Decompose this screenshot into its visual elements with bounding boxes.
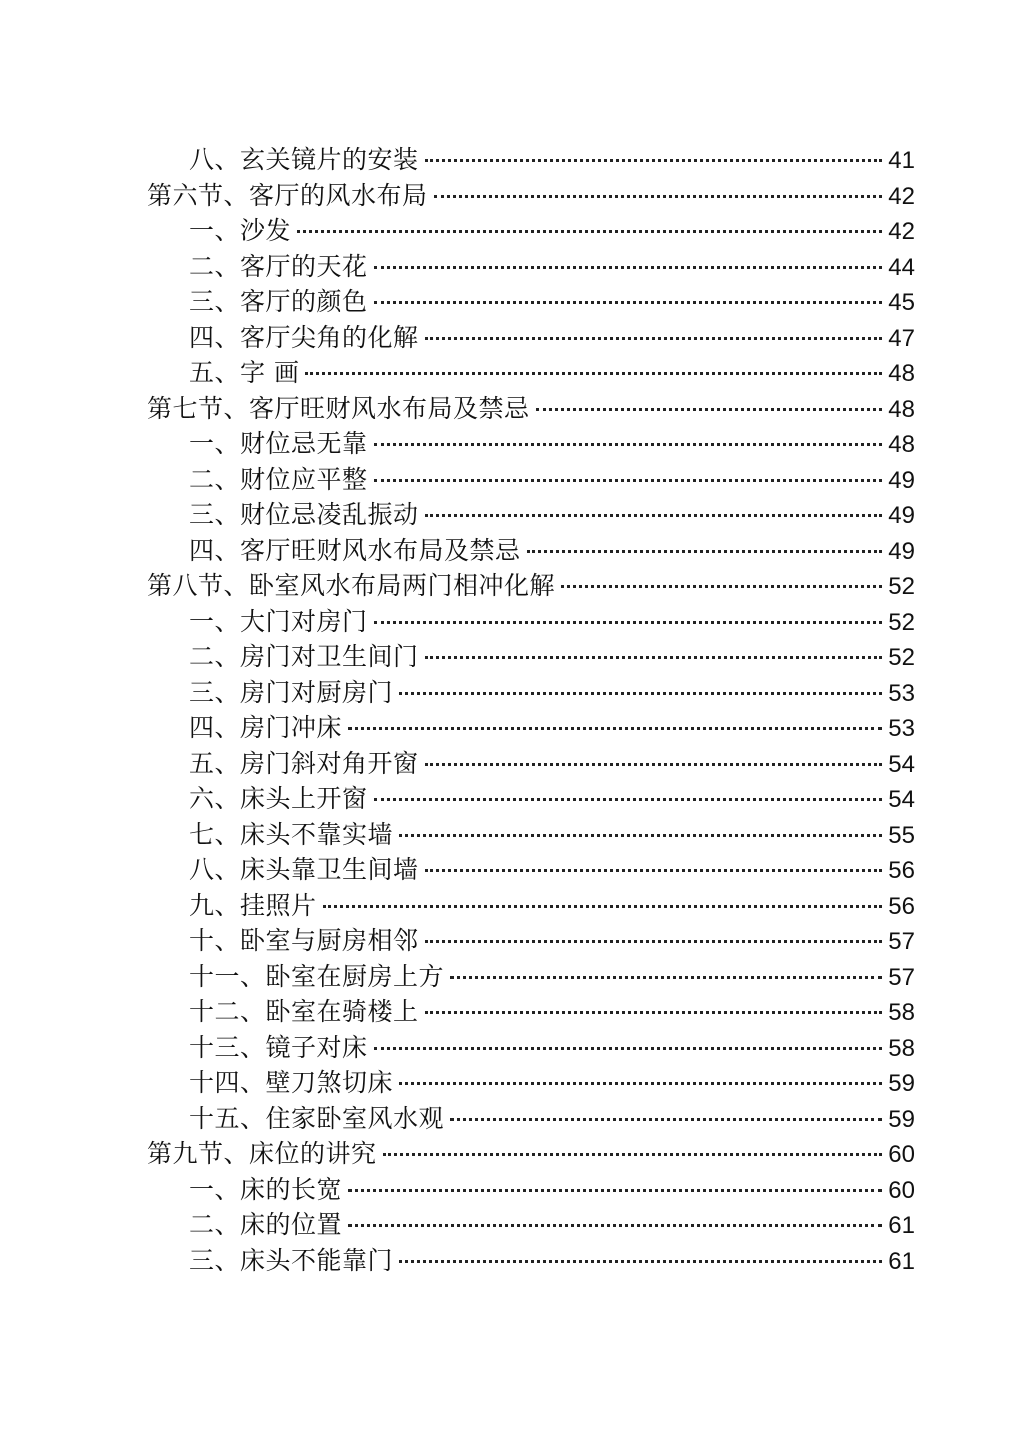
toc-dot-leader bbox=[425, 158, 883, 162]
toc-entry-label: 一、大门对房门 bbox=[189, 606, 368, 636]
toc-page-number: 45 bbox=[888, 289, 915, 316]
toc-dot-leader bbox=[297, 229, 882, 233]
toc-dot-leader bbox=[527, 549, 883, 553]
toc-entry-label: 第六节、客厅的风水布局 bbox=[147, 180, 428, 210]
toc-subsection-entry[interactable] bbox=[147, 497, 915, 533]
toc-entry-label: 十四、壁刀煞切床 bbox=[189, 1068, 394, 1097]
toc-dot-leader bbox=[374, 300, 883, 304]
toc-page-number: 48 bbox=[888, 431, 915, 458]
toc-entry-label: 八、床头靠卫生间墙 bbox=[189, 855, 419, 884]
toc-entry-label: 十、卧室与厨房相邻 bbox=[189, 926, 419, 955]
toc-page-number: 60 bbox=[888, 1141, 915, 1168]
toc-dot-leader bbox=[425, 336, 883, 340]
toc-entry-label: 七、床头不靠实墙 bbox=[189, 819, 394, 849]
toc-entry-label: 九、挂照片 bbox=[189, 890, 317, 920]
toc-dot-leader bbox=[425, 1010, 883, 1014]
toc-page-number: 48 bbox=[888, 360, 915, 387]
toc-dot-leader bbox=[374, 620, 883, 624]
toc-subsection-entry[interactable] bbox=[147, 1030, 915, 1066]
toc-subsection-entry[interactable] bbox=[147, 284, 915, 320]
toc-page-number: 47 bbox=[888, 324, 915, 352]
toc-subsection-entry[interactable] bbox=[147, 1207, 915, 1243]
toc-dot-leader bbox=[561, 584, 882, 588]
toc-subsection-entry[interactable] bbox=[147, 1101, 915, 1137]
toc-dot-leader bbox=[425, 868, 883, 872]
toc-dot-leader bbox=[536, 407, 883, 411]
toc-dot-leader bbox=[399, 691, 882, 695]
toc-entry-label: 四、房门冲床 bbox=[189, 713, 343, 742]
toc-page-number: 56 bbox=[888, 857, 915, 884]
toc-page-number: 49 bbox=[888, 537, 915, 565]
toc-entry-label: 五、字 画 bbox=[189, 358, 300, 387]
toc-dot-leader bbox=[434, 194, 883, 198]
toc-subsection-entry[interactable] bbox=[147, 959, 915, 995]
toc-entry-label: 一、床的长宽 bbox=[189, 1174, 343, 1204]
toc-page-number: 58 bbox=[888, 1034, 915, 1062]
toc-entry-label: 第九节、床位的讲究 bbox=[147, 1139, 377, 1168]
toc-dot-leader bbox=[399, 1259, 882, 1263]
toc-entry-label: 二、房门对卫生间门 bbox=[189, 642, 419, 671]
toc-subsection-entry[interactable] bbox=[147, 533, 915, 569]
toc-dot-leader bbox=[374, 1046, 883, 1050]
toc-dot-leader bbox=[450, 975, 882, 979]
toc-subsection-entry[interactable] bbox=[147, 817, 915, 853]
toc-entry-label: 三、房门对厨房门 bbox=[189, 677, 394, 707]
toc-entry-label: 十一、卧室在厨房上方 bbox=[189, 961, 445, 991]
toc-page-number: 52 bbox=[888, 573, 915, 600]
toc-dot-leader bbox=[425, 762, 883, 766]
toc-subsection-entry[interactable] bbox=[147, 426, 915, 462]
toc-dot-leader bbox=[374, 265, 883, 269]
toc-dot-leader bbox=[450, 1117, 882, 1121]
toc-entry-label: 三、床头不能靠门 bbox=[189, 1245, 394, 1275]
toc-page-number: 59 bbox=[888, 1070, 915, 1097]
toc-section-entry[interactable] bbox=[147, 178, 915, 214]
toc-entry-label: 一、财位忌无靠 bbox=[189, 429, 368, 458]
toc-page-number: 56 bbox=[888, 892, 915, 920]
toc-dot-leader bbox=[425, 939, 883, 943]
toc-entry-label: 四、客厅旺财风水布局及禁忌 bbox=[189, 535, 521, 565]
toc-subsection-entry[interactable] bbox=[147, 604, 915, 640]
toc-dot-leader bbox=[305, 371, 882, 375]
toc-dot-leader bbox=[323, 904, 883, 908]
toc-page-number: 42 bbox=[888, 218, 915, 245]
toc-section-entry[interactable] bbox=[147, 391, 915, 427]
toc-page-number: 55 bbox=[888, 821, 915, 849]
toc-subsection-entry[interactable] bbox=[147, 1172, 915, 1208]
toc-subsection-entry[interactable] bbox=[147, 249, 915, 285]
toc-dot-leader bbox=[348, 1223, 882, 1227]
toc-entry-label: 第七节、客厅旺财风水布局及禁忌 bbox=[147, 393, 530, 423]
toc-entry-label: 一、沙发 bbox=[189, 216, 292, 245]
toc-subsection-entry[interactable] bbox=[147, 888, 915, 924]
toc-entry-label: 三、客厅的颜色 bbox=[189, 287, 368, 316]
toc-page-number: 58 bbox=[888, 999, 915, 1026]
toc-subsection-entry[interactable] bbox=[147, 994, 915, 1030]
toc-section-entry[interactable] bbox=[147, 1136, 915, 1172]
toc-page-number: 54 bbox=[888, 786, 915, 813]
toc-page-number: 49 bbox=[888, 502, 915, 529]
toc-page-number: 53 bbox=[888, 679, 915, 707]
toc-page-number: 52 bbox=[888, 608, 915, 636]
toc-dot-leader bbox=[348, 726, 882, 730]
toc-page-number: 61 bbox=[888, 1247, 915, 1275]
toc-page-number: 54 bbox=[888, 750, 915, 778]
toc-subsection-entry[interactable] bbox=[147, 320, 915, 356]
toc-subsection-entry[interactable] bbox=[147, 213, 915, 249]
toc-entry-label: 二、客厅的天花 bbox=[189, 251, 368, 281]
toc-subsection-entry[interactable] bbox=[147, 355, 915, 391]
toc-page-number: 61 bbox=[888, 1212, 915, 1239]
toc-subsection-entry[interactable] bbox=[147, 1243, 915, 1279]
toc-subsection-entry[interactable] bbox=[147, 781, 915, 817]
toc-dot-leader bbox=[399, 833, 882, 837]
toc-page-number: 57 bbox=[888, 963, 915, 991]
toc-dot-leader bbox=[399, 1081, 882, 1085]
toc-page-number: 41 bbox=[888, 147, 915, 174]
toc-entry-label: 十五、住家卧室风水观 bbox=[189, 1103, 445, 1133]
toc-subsection-entry[interactable] bbox=[147, 462, 915, 498]
toc-subsection-entry[interactable] bbox=[147, 1065, 915, 1101]
toc-entry-label: 第八节、卧室风水布局两门相冲化解 bbox=[147, 571, 556, 600]
toc-subsection-entry[interactable] bbox=[147, 746, 915, 782]
toc-subsection-entry[interactable] bbox=[147, 142, 915, 178]
toc-page-number: 52 bbox=[888, 644, 915, 671]
toc-page-number: 59 bbox=[888, 1105, 915, 1133]
toc-dot-leader bbox=[374, 797, 883, 801]
toc-dot-leader bbox=[374, 442, 883, 446]
toc-dot-leader bbox=[383, 1152, 883, 1156]
toc-dot-leader bbox=[425, 513, 883, 517]
toc-dot-leader bbox=[348, 1188, 882, 1192]
toc-entry-label: 六、床头上开窗 bbox=[189, 784, 368, 813]
table-of-contents bbox=[147, 142, 915, 1278]
toc-entry-label: 二、床的位置 bbox=[189, 1210, 343, 1239]
toc-subsection-entry[interactable] bbox=[147, 923, 915, 959]
toc-subsection-entry[interactable] bbox=[147, 639, 915, 675]
toc-entry-label: 四、客厅尖角的化解 bbox=[189, 322, 419, 352]
toc-section-entry[interactable] bbox=[147, 568, 915, 604]
toc-page-number: 44 bbox=[888, 253, 915, 281]
toc-page-number: 48 bbox=[888, 395, 915, 423]
toc-entry-label: 五、房门斜对角开窗 bbox=[189, 748, 419, 778]
toc-entry-label: 十二、卧室在骑楼上 bbox=[189, 997, 419, 1026]
toc-page-number: 42 bbox=[888, 182, 915, 210]
toc-entry-label: 十三、镜子对床 bbox=[189, 1032, 368, 1062]
toc-entry-label: 八、玄关镜片的安装 bbox=[189, 145, 419, 174]
toc-subsection-entry[interactable] bbox=[147, 710, 915, 746]
toc-dot-leader bbox=[374, 478, 883, 482]
toc-entry-label: 三、财位忌凌乱振动 bbox=[189, 500, 419, 529]
toc-dot-leader bbox=[425, 655, 883, 659]
toc-page-number: 49 bbox=[888, 466, 915, 494]
toc-page-number: 60 bbox=[888, 1176, 915, 1204]
toc-page-number: 57 bbox=[888, 928, 915, 955]
toc-subsection-entry[interactable] bbox=[147, 675, 915, 711]
toc-page-number: 53 bbox=[888, 715, 915, 742]
toc-entry-label: 二、财位应平整 bbox=[189, 464, 368, 494]
toc-subsection-entry[interactable] bbox=[147, 852, 915, 888]
